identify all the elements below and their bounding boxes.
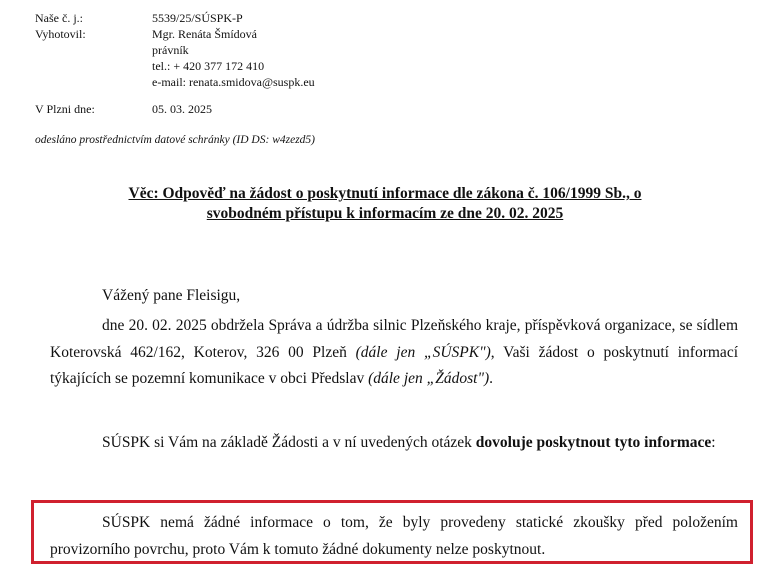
paragraph-response-intro	[50, 430, 738, 457]
p1-alias-suspk: (dále jen „SÚSPK")	[355, 343, 491, 361]
date-label: V Plzni dne:	[35, 102, 95, 116]
p1-text-e: .	[489, 370, 494, 387]
subject-line-1: Věc: Odpověď na žádost o poskytnutí informace dle zákona č. 106/1999 Sb., o	[128, 185, 642, 202]
date-value: 05. 03. 2025	[152, 102, 212, 116]
subject-line-2: svobodném přístupu k informacím ze dne 20. 02. 2025	[206, 205, 564, 222]
author-role: právník	[152, 43, 189, 57]
reference-number: 5539/25/SÚSPK-P	[152, 11, 243, 25]
p2-bold: dovoluje poskytnout tyto informace	[475, 434, 712, 451]
p1-text-c: , Vaši žádost o poskytnutí informací týkajících se pozemní komunikace v obci Předslav	[50, 343, 739, 387]
p2-text-a: SÚSPK si Vám na základě Žádosti a v ní uvedených otázek	[102, 434, 476, 451]
author-phone: tel.: + 420 377 172 410	[152, 59, 265, 73]
greeting: Vážený pane Fleisigu,	[102, 287, 241, 304]
p2-text-c: :	[711, 434, 716, 451]
paragraph-request	[50, 313, 738, 393]
author-email: e-mail: renata.smidova@suspk.eu	[152, 75, 315, 89]
author-name: Mgr. Renáta Šmídová	[152, 27, 257, 41]
p1-text-a: dne 20. 02. 2025 obdržela Správa a údržba silnic Plzeňského kraje, příspěvková organizace, se sídlem Koterovská 462/162, Koterov, 326 00 Plzeň	[50, 317, 738, 361]
author-row	[35, 26, 315, 90]
subject-heading	[60, 184, 710, 224]
delivery-note: odesláno prostřednictvím datové schránky (ID DS: w4zezd5)	[35, 134, 315, 146]
letter-metadata	[35, 10, 315, 90]
reference-row	[35, 10, 315, 26]
reference-label: Naše č. j.:	[35, 11, 83, 25]
p1-alias-request: (dále jen „Žádost")	[368, 370, 490, 387]
paragraph-highlighted-answer: SÚSPK nemá žádné informace o tom, že byly provedeny statické zkoušky před položením provizorního povrchu, proto Vám k tomuto žádné dokumenty nelze poskytnout.	[50, 514, 738, 558]
date-row	[35, 102, 212, 117]
author-label: Vyhotovil:	[35, 27, 86, 41]
